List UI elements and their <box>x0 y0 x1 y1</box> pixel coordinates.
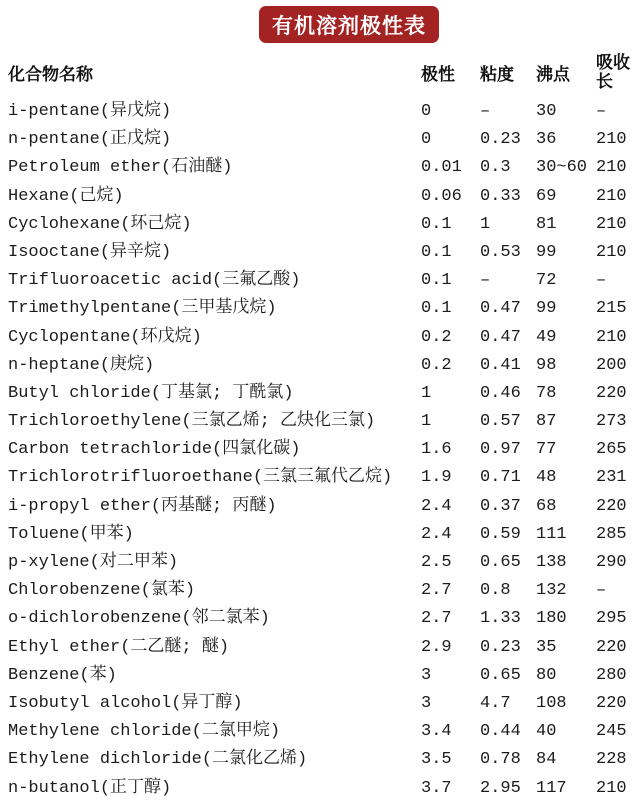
polarity-cell: 3 <box>421 693 432 713</box>
absorption-wavelength-cell: 295 <box>596 609 627 629</box>
compound-name-cell: Cyclopentane(环戊烷) <box>8 327 202 347</box>
viscosity-cell: – <box>480 102 491 121</box>
page-title-badge <box>259 6 439 43</box>
table-row <box>0 436 637 464</box>
polarity-cell: 0.1 <box>421 271 452 291</box>
viscosity-cell: 0.8 <box>480 581 511 601</box>
polarity-cell: 0 <box>421 130 432 150</box>
table-row <box>0 183 637 211</box>
table-row <box>0 549 637 577</box>
polarity-cell: 0.1 <box>421 242 452 262</box>
polarity-cell: 3.5 <box>421 750 452 770</box>
compound-name-cell: Petroleum ether(石油醚) <box>8 158 233 178</box>
viscosity-cell: 0.47 <box>480 327 521 347</box>
boiling-point-cell: 77 <box>536 440 557 460</box>
table-row <box>0 464 637 492</box>
viscosity-cell: 4.7 <box>480 693 511 713</box>
viscosity-cell: 0.47 <box>480 299 521 319</box>
compound-name-cell: Carbon tetrachloride(四氯化碳) <box>8 440 301 460</box>
boiling-point-cell: 180 <box>536 609 567 629</box>
viscosity-cell: – <box>480 271 491 291</box>
compound-name-cell: Trifluoroacetic acid(三氟乙酸) <box>8 271 301 291</box>
table-row <box>0 746 637 774</box>
boiling-point-cell: 69 <box>536 186 557 206</box>
polarity-cell: 3 <box>421 665 432 685</box>
compound-name-cell: Trichlorotrifluoroethane(三氯三氟代乙烷) <box>8 468 393 488</box>
viscosity-cell: 0.33 <box>480 186 521 206</box>
polarity-cell: 2.5 <box>421 553 452 572</box>
boiling-point-cell: 36 <box>536 130 557 150</box>
polarity-cell: 0.2 <box>421 355 452 375</box>
compound-name-cell: n-heptane(庚烷) <box>8 355 155 375</box>
table-row <box>0 211 637 239</box>
absorption-wavelength-cell: 210 <box>596 130 627 150</box>
absorption-wavelength-cell: – <box>596 271 607 291</box>
table-row <box>0 577 637 605</box>
compound-name-cell: Butyl chloride(丁基氯; 丁酰氯) <box>8 383 294 403</box>
polarity-cell: 1.9 <box>421 468 452 488</box>
table-row <box>0 493 637 521</box>
column-header-viscosity: 粘度 <box>480 64 514 84</box>
viscosity-cell: 0.71 <box>480 468 521 488</box>
viscosity-cell: 0.59 <box>480 524 521 544</box>
boiling-point-cell: 80 <box>536 665 557 685</box>
polarity-cell: 3.4 <box>421 722 452 742</box>
absorption-wavelength-cell: 285 <box>596 524 627 544</box>
compound-name-cell: Methylene chloride(二氯甲烷) <box>8 722 281 742</box>
viscosity-cell: 0.23 <box>480 637 521 657</box>
boiling-point-cell: 99 <box>536 242 557 262</box>
boiling-point-cell: 87 <box>536 412 557 432</box>
column-header-compound-name: 化合物名称 <box>8 64 93 84</box>
polarity-cell: 3.7 <box>421 778 452 798</box>
table-row <box>0 634 637 662</box>
polarity-cell: 1.6 <box>421 440 452 460</box>
polarity-cell: 0.1 <box>421 214 452 234</box>
viscosity-cell: 0.23 <box>480 130 521 150</box>
viscosity-cell: 0.97 <box>480 440 521 460</box>
boiling-point-cell: 48 <box>536 468 557 488</box>
boiling-point-cell: 40 <box>536 722 557 742</box>
compound-name-cell: i-propyl ether(丙基醚; 丙醚) <box>8 496 277 516</box>
polarity-cell: 0.06 <box>421 186 462 206</box>
polarity-cell: 2.7 <box>421 609 452 629</box>
compound-name-cell: Trimethylpentane(三甲基戊烷) <box>8 299 277 319</box>
viscosity-cell: 0.65 <box>480 553 521 572</box>
boiling-point-cell: 99 <box>536 299 557 319</box>
compound-name-cell: Benzene(苯) <box>8 665 117 685</box>
polarity-cell: 0.01 <box>421 158 462 178</box>
compound-name-cell: i-pentane(异戊烷) <box>8 102 172 121</box>
compound-name-cell: Ethylene dichloride(二氯化乙烯) <box>8 750 308 770</box>
viscosity-cell: 1 <box>480 214 491 234</box>
polarity-cell: 1 <box>421 412 432 432</box>
boiling-point-cell: 108 <box>536 693 567 713</box>
table-row <box>0 295 637 323</box>
compound-name-cell: Toluene(甲苯) <box>8 524 134 544</box>
compound-name-cell: Isobutyl alcohol(异丁醇) <box>8 693 243 713</box>
viscosity-cell: 1.33 <box>480 609 521 629</box>
boiling-point-cell: 49 <box>536 327 557 347</box>
absorption-wavelength-cell: 210 <box>596 214 627 234</box>
viscosity-cell: 0.3 <box>480 158 511 178</box>
compound-name-cell: n-butanol(正丁醇) <box>8 778 172 798</box>
viscosity-cell: 0.44 <box>480 722 521 742</box>
table-row <box>0 662 637 690</box>
column-header-boiling-point: 沸点 <box>536 64 570 84</box>
polarity-cell: 0.1 <box>421 299 452 319</box>
compound-name-cell: Isooctane(异辛烷) <box>8 242 172 262</box>
absorption-wavelength-cell: 231 <box>596 468 627 488</box>
absorption-wavelength-cell: – <box>596 102 607 121</box>
boiling-point-cell: 35 <box>536 637 557 657</box>
absorption-wavelength-cell: – <box>596 581 607 601</box>
table-row <box>0 352 637 380</box>
absorption-wavelength-cell: 215 <box>596 299 627 319</box>
boiling-point-cell: 72 <box>536 271 557 291</box>
viscosity-cell: 0.37 <box>480 496 521 516</box>
viscosity-cell: 0.41 <box>480 355 521 375</box>
polarity-cell: 2.9 <box>421 637 452 657</box>
compound-name-cell: Ethyl ether(二乙醚; 醚) <box>8 637 230 657</box>
boiling-point-cell: 68 <box>536 496 557 516</box>
polarity-cell: 0.2 <box>421 327 452 347</box>
boiling-point-cell: 111 <box>536 524 567 544</box>
compound-name-cell: Chlorobenzene(氯苯) <box>8 581 196 601</box>
polarity-cell: 2.4 <box>421 524 452 544</box>
compound-name-cell: o-dichlorobenzene(邻二氯苯) <box>8 609 270 629</box>
absorption-wavelength-cell: 210 <box>596 242 627 262</box>
boiling-point-cell: 30~60 <box>536 158 588 178</box>
absorption-wavelength-cell: 220 <box>596 637 627 657</box>
column-header-polarity: 极性 <box>421 64 455 84</box>
compound-name-cell: n-pentane(正戊烷) <box>8 130 172 150</box>
viscosity-cell: 2.95 <box>480 778 521 798</box>
polarity-cell: 0 <box>421 102 432 121</box>
compound-name-cell: Trichloroethylene(三氯乙烯; 乙炔化三氯) <box>8 412 376 432</box>
table-row <box>0 605 637 633</box>
absorption-wavelength-cell: 210 <box>596 186 627 206</box>
absorption-wavelength-cell: 273 <box>596 412 627 432</box>
absorption-wavelength-cell: 245 <box>596 722 627 742</box>
boiling-point-cell: 81 <box>536 214 557 234</box>
absorption-wavelength-cell: 200 <box>596 355 627 375</box>
boiling-point-cell: 98 <box>536 355 557 375</box>
table-row <box>0 267 637 295</box>
absorption-wavelength-cell: 220 <box>596 496 627 516</box>
absorption-wavelength-cell: 220 <box>596 383 627 403</box>
boiling-point-cell: 117 <box>536 778 567 798</box>
table-header-row <box>0 46 637 98</box>
absorption-wavelength-cell: 228 <box>596 750 627 770</box>
absorption-wavelength-cell: 290 <box>596 553 627 572</box>
polarity-cell: 2.4 <box>421 496 452 516</box>
absorption-wavelength-cell: 280 <box>596 665 627 685</box>
table-row <box>0 521 637 549</box>
absorption-wavelength-cell: 220 <box>596 693 627 713</box>
boiling-point-cell: 132 <box>536 581 567 601</box>
viscosity-cell: 0.57 <box>480 412 521 432</box>
absorption-wavelength-cell: 210 <box>596 158 627 178</box>
table-row <box>0 239 637 267</box>
viscosity-cell: 0.46 <box>480 383 521 403</box>
column-header-absorption-wavelength: 吸收长 <box>596 53 630 91</box>
boiling-point-cell: 138 <box>536 553 567 572</box>
table-row <box>0 98 637 126</box>
table-row <box>0 126 637 154</box>
absorption-wavelength-cell: 265 <box>596 440 627 460</box>
table-row <box>0 775 637 803</box>
absorption-wavelength-cell: 210 <box>596 327 627 347</box>
viscosity-cell: 0.65 <box>480 665 521 685</box>
table-body <box>0 98 637 803</box>
table-row <box>0 324 637 352</box>
table-row <box>0 154 637 182</box>
compound-name-cell: Cyclohexane(环己烷) <box>8 214 192 234</box>
viscosity-cell: 0.78 <box>480 750 521 770</box>
viscosity-cell: 0.53 <box>480 242 521 262</box>
table-row <box>0 408 637 436</box>
compound-name-cell: p-xylene(对二甲苯) <box>8 553 179 572</box>
boiling-point-cell: 30 <box>536 102 557 121</box>
table-row <box>0 718 637 746</box>
polarity-cell: 1 <box>421 383 432 403</box>
table-row <box>0 380 637 408</box>
page-title: 有机溶剂极性表 <box>272 14 426 38</box>
boiling-point-cell: 78 <box>536 383 557 403</box>
absorption-wavelength-cell: 210 <box>596 778 627 798</box>
solvent-polarity-table <box>0 46 637 803</box>
polarity-cell: 2.7 <box>421 581 452 601</box>
boiling-point-cell: 84 <box>536 750 557 770</box>
table-row <box>0 690 637 718</box>
compound-name-cell: Hexane(己烷) <box>8 186 124 206</box>
